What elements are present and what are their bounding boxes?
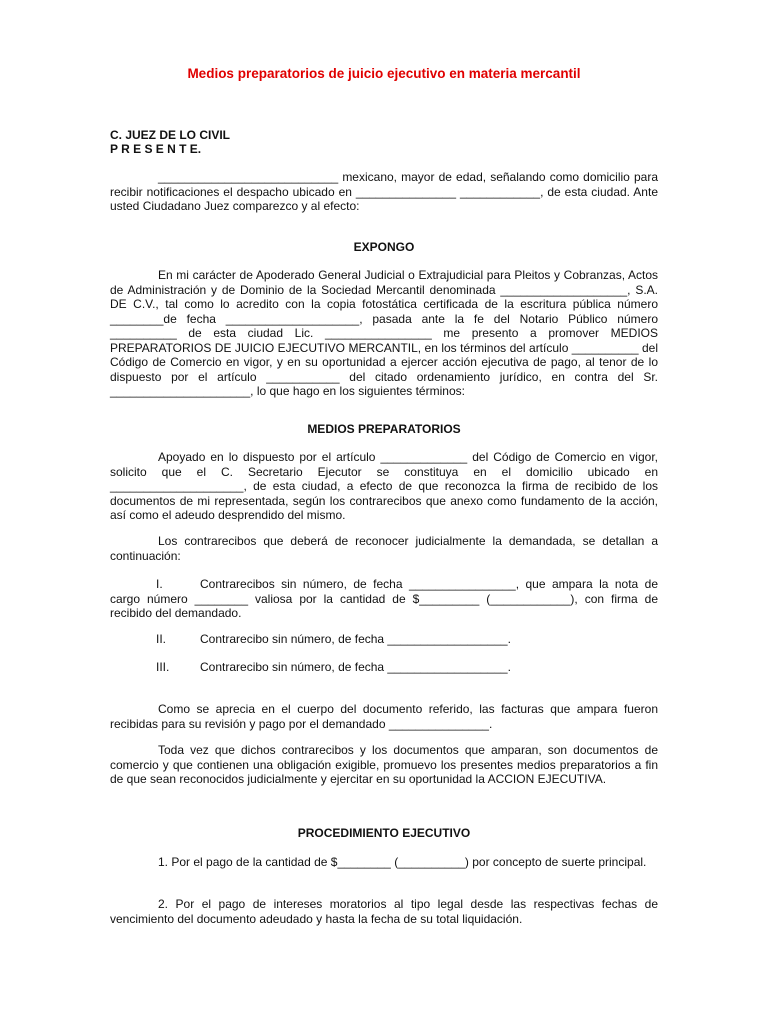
list-item-number: II.: [156, 632, 167, 646]
medios-paragraph-1: Apoyado en lo dispuesto por el artículo _____________ del Código de Comercio en vigor, solicito que el C. Secretario Ejecutor se constituya en el domicilio ubicado en ____________________, de esta ciudad, a efecto de que reconozca la firma de recibido de los documentos de mi representada, según los contrarecibos que anexo como fundamento de la acción, así como el adeudo desprendido del mismo.: [110, 450, 658, 522]
medios-paragraph-2: Los contrarecibos que deberá de reconocer judicialmente la demandada, se detallan a continuación:: [110, 534, 658, 563]
addressee-line-1: C. JUEZ DE LO CIVIL: [110, 128, 231, 142]
heading-procedimiento-ejecutivo: PROCEDIMIENTO EJECUTIVO: [297, 826, 471, 840]
heading-expongo: EXPONGO: [353, 240, 415, 254]
list-item-number: III.: [156, 660, 170, 674]
expongo-paragraph: En mi carácter de Apoderado General Judicial o Extrajudicial para Pleitos y Cobranzas, Actos de Administración y de Dominio de la Sociedad Mercantil denominada ___________________, S.A. DE C.V., tal como lo acredito con la copia fotostática certificada de la escritura pública número ________de fecha ____________________, pasada ante la fe del Notario Público número __________ de esta ciudad Lic. ________________ me presento a promover MEDIOS PREPARATORIOS DE JUICIO EJECUTIVO MERCANTIL, en los términos del artículo __________ del Código de Comercio en vigor, y en su oportunidad a ejercer acción ejecutiva de pago, al tenor de lo dispuesto por el artículo ___________ del citado ordenamiento jurídico, en contra del Sr. _____________________, lo que hago en los siguientes términos:: [110, 268, 658, 398]
medios-paragraph-3: Como se aprecia en el cuerpo del documento referido, las facturas que ampara fueron recibidas para su revisión y pago por el demandado _______________.: [110, 702, 658, 731]
procedimiento-item-2: 2. Por el pago de intereses moratorios al tipo legal desde las respectivas fechas de vencimiento del documento adeudado y hasta la fecha de su total liquidación.: [110, 897, 658, 926]
heading-medios-preparatorios: MEDIOS PREPARATORIOS: [307, 422, 461, 436]
list-item: [110, 632, 658, 647]
list-item-text: Contrarecibos sin número, de fecha ________________, que ampara la nota de cargo número ________ valiosa por la cantidad de $_________ (____________), con firma de recibido del demandado.: [110, 577, 658, 620]
addressee-block: [110, 128, 230, 156]
list-item: [110, 660, 658, 675]
list-item-text: Contrarecibo sin número, de fecha __________________.: [200, 632, 511, 646]
document-title: Medios preparatorios de juicio ejecutivo en materia mercantil: [187, 66, 581, 81]
medios-paragraph-4: Toda vez que dichos contrarecibos y los documentos que amparan, son documentos de comercio y que contienen una obligación exigible, promuevo los presentes medios preparatorios a fin de que sean reconocidos judicialmente y ejercitar en su oportunidad la ACCION EJECUTIVA.: [110, 743, 658, 786]
addressee-line-2: P R E S E N T E.: [110, 142, 202, 156]
list-item-text: Contrarecibo sin número, de fecha __________________.: [200, 660, 511, 674]
list-item-number: I.: [156, 577, 163, 591]
intro-paragraph: ___________________________ mexicano, mayor de edad, señalando como domicilio para recibir notificaciones el despacho ubicado en _______________ ____________, de esta ciudad. Ante usted Ciudadano Juez comparezco y al efecto:: [110, 170, 658, 213]
procedimiento-item-1: 1. Por el pago de la cantidad de $________ (__________) por concepto de suerte principal.: [158, 855, 647, 869]
